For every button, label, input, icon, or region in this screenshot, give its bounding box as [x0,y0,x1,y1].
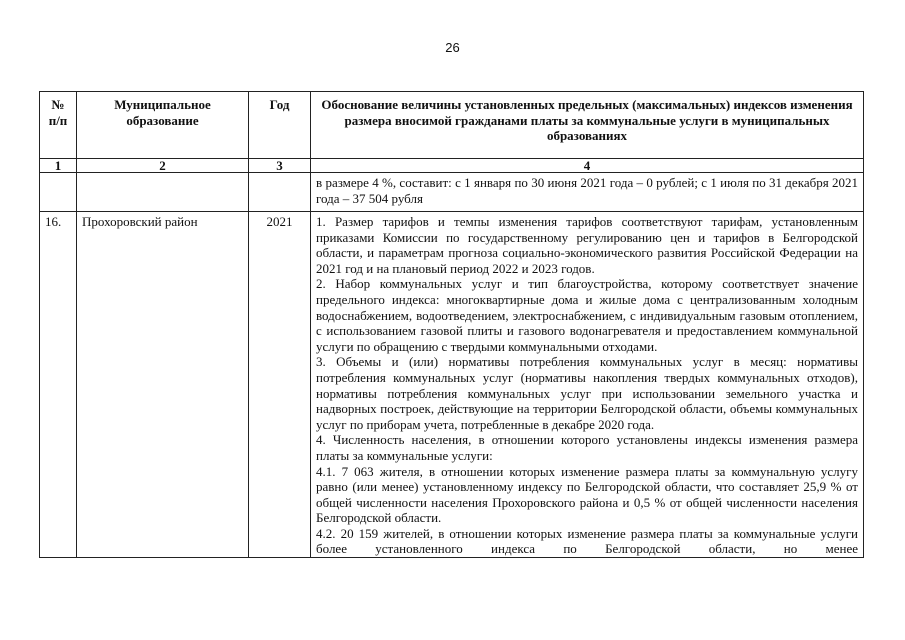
page-number: 26 [445,40,460,55]
empty-cell [249,173,311,212]
justification-paragraph: 4.2. 20 159 жителей, в отношении которых изменение размера платы за коммунальные услуги более установленного индекса по Белгородской области, но менее [316,525,858,557]
justification-paragraph: 4.1. 7 063 жителя, в отношении которых изменение размера платы за коммунальную услугу равно (или менее) установленному индексу по Белгородской области, что составляет 25,9 % от общей численности населения Прохоровского района и 0,5 % от общей численности населения Белгородской области. [316,463,858,526]
empty-cell [77,173,249,212]
column-number-row [40,159,864,173]
tariff-justification-table [39,91,864,558]
column-number: 1 [40,159,77,173]
continuation-text: в размере 4 %, составит: с 1 января по 30 июня 2021 года – 0 рублей; с 1 июля по 31 декабря 2021 года – 37 504 рубля [311,173,864,212]
empty-cell [40,173,77,212]
header-number: № п/п [40,92,77,159]
header-municipality: Муниципальное образование [77,92,249,159]
column-number: 3 [249,159,311,173]
header-year: Год [249,92,311,159]
column-number: 2 [77,159,249,173]
column-number: 4 [311,159,864,173]
row-year: 2021 [249,212,311,558]
justification-paragraph: 2. Набор коммунальных услуг и тип благоустройства, которому соответствует значение предельного индекса: многоквартирные дома и жилые дома с централизованным холодным водоснабжением, водоотведением, электроснабжением, с индивидуальным газовым отоплением, с использованием газовой плиты и газового водонагревателя и предоставлением коммунальной услуги по обращению с твердыми коммунальными отходами. [316,276,858,354]
justification-paragraph: 4. Численность населения, в отношении которого установлены индексы изменения размера платы за коммунальные услуги: [316,432,858,463]
row-municipality: Прохоровский район [77,212,249,558]
justification-paragraph: 3. Объемы и (или) нормативы потребления коммунальных услуг в месяц: нормативы потребления коммунальных услуг (нормативы накопления твердых коммунальных отходов), нормативы потребления коммунальных услуг при использовании земельного участка и надворных построек, действующие на территории Белгородской области, объемы коммунальных услуг по приборам учета, потребленные в декабре 2020 года. [316,354,858,432]
continuation-row [40,173,864,212]
table-row [40,212,864,558]
table-header-row [40,92,864,159]
header-justification: Обоснование величины установленных предельных (максимальных) индексов изменения размера вносимой гражданами платы за коммунальные услуги в муниципальных образованиях [311,92,864,159]
justification-paragraph: 1. Размер тарифов и темпы изменения тарифов соответствуют тарифам, установленным приказами Комиссии по государственному регулированию цен и тарифов в Белгородской области, и параметрам прогноза социально-экономического развития Российской Федерации на 2021 год и на плановый период 2022 и 2023 годов. [316,214,858,276]
row-number: 16. [40,212,77,558]
row-justification [311,212,864,558]
